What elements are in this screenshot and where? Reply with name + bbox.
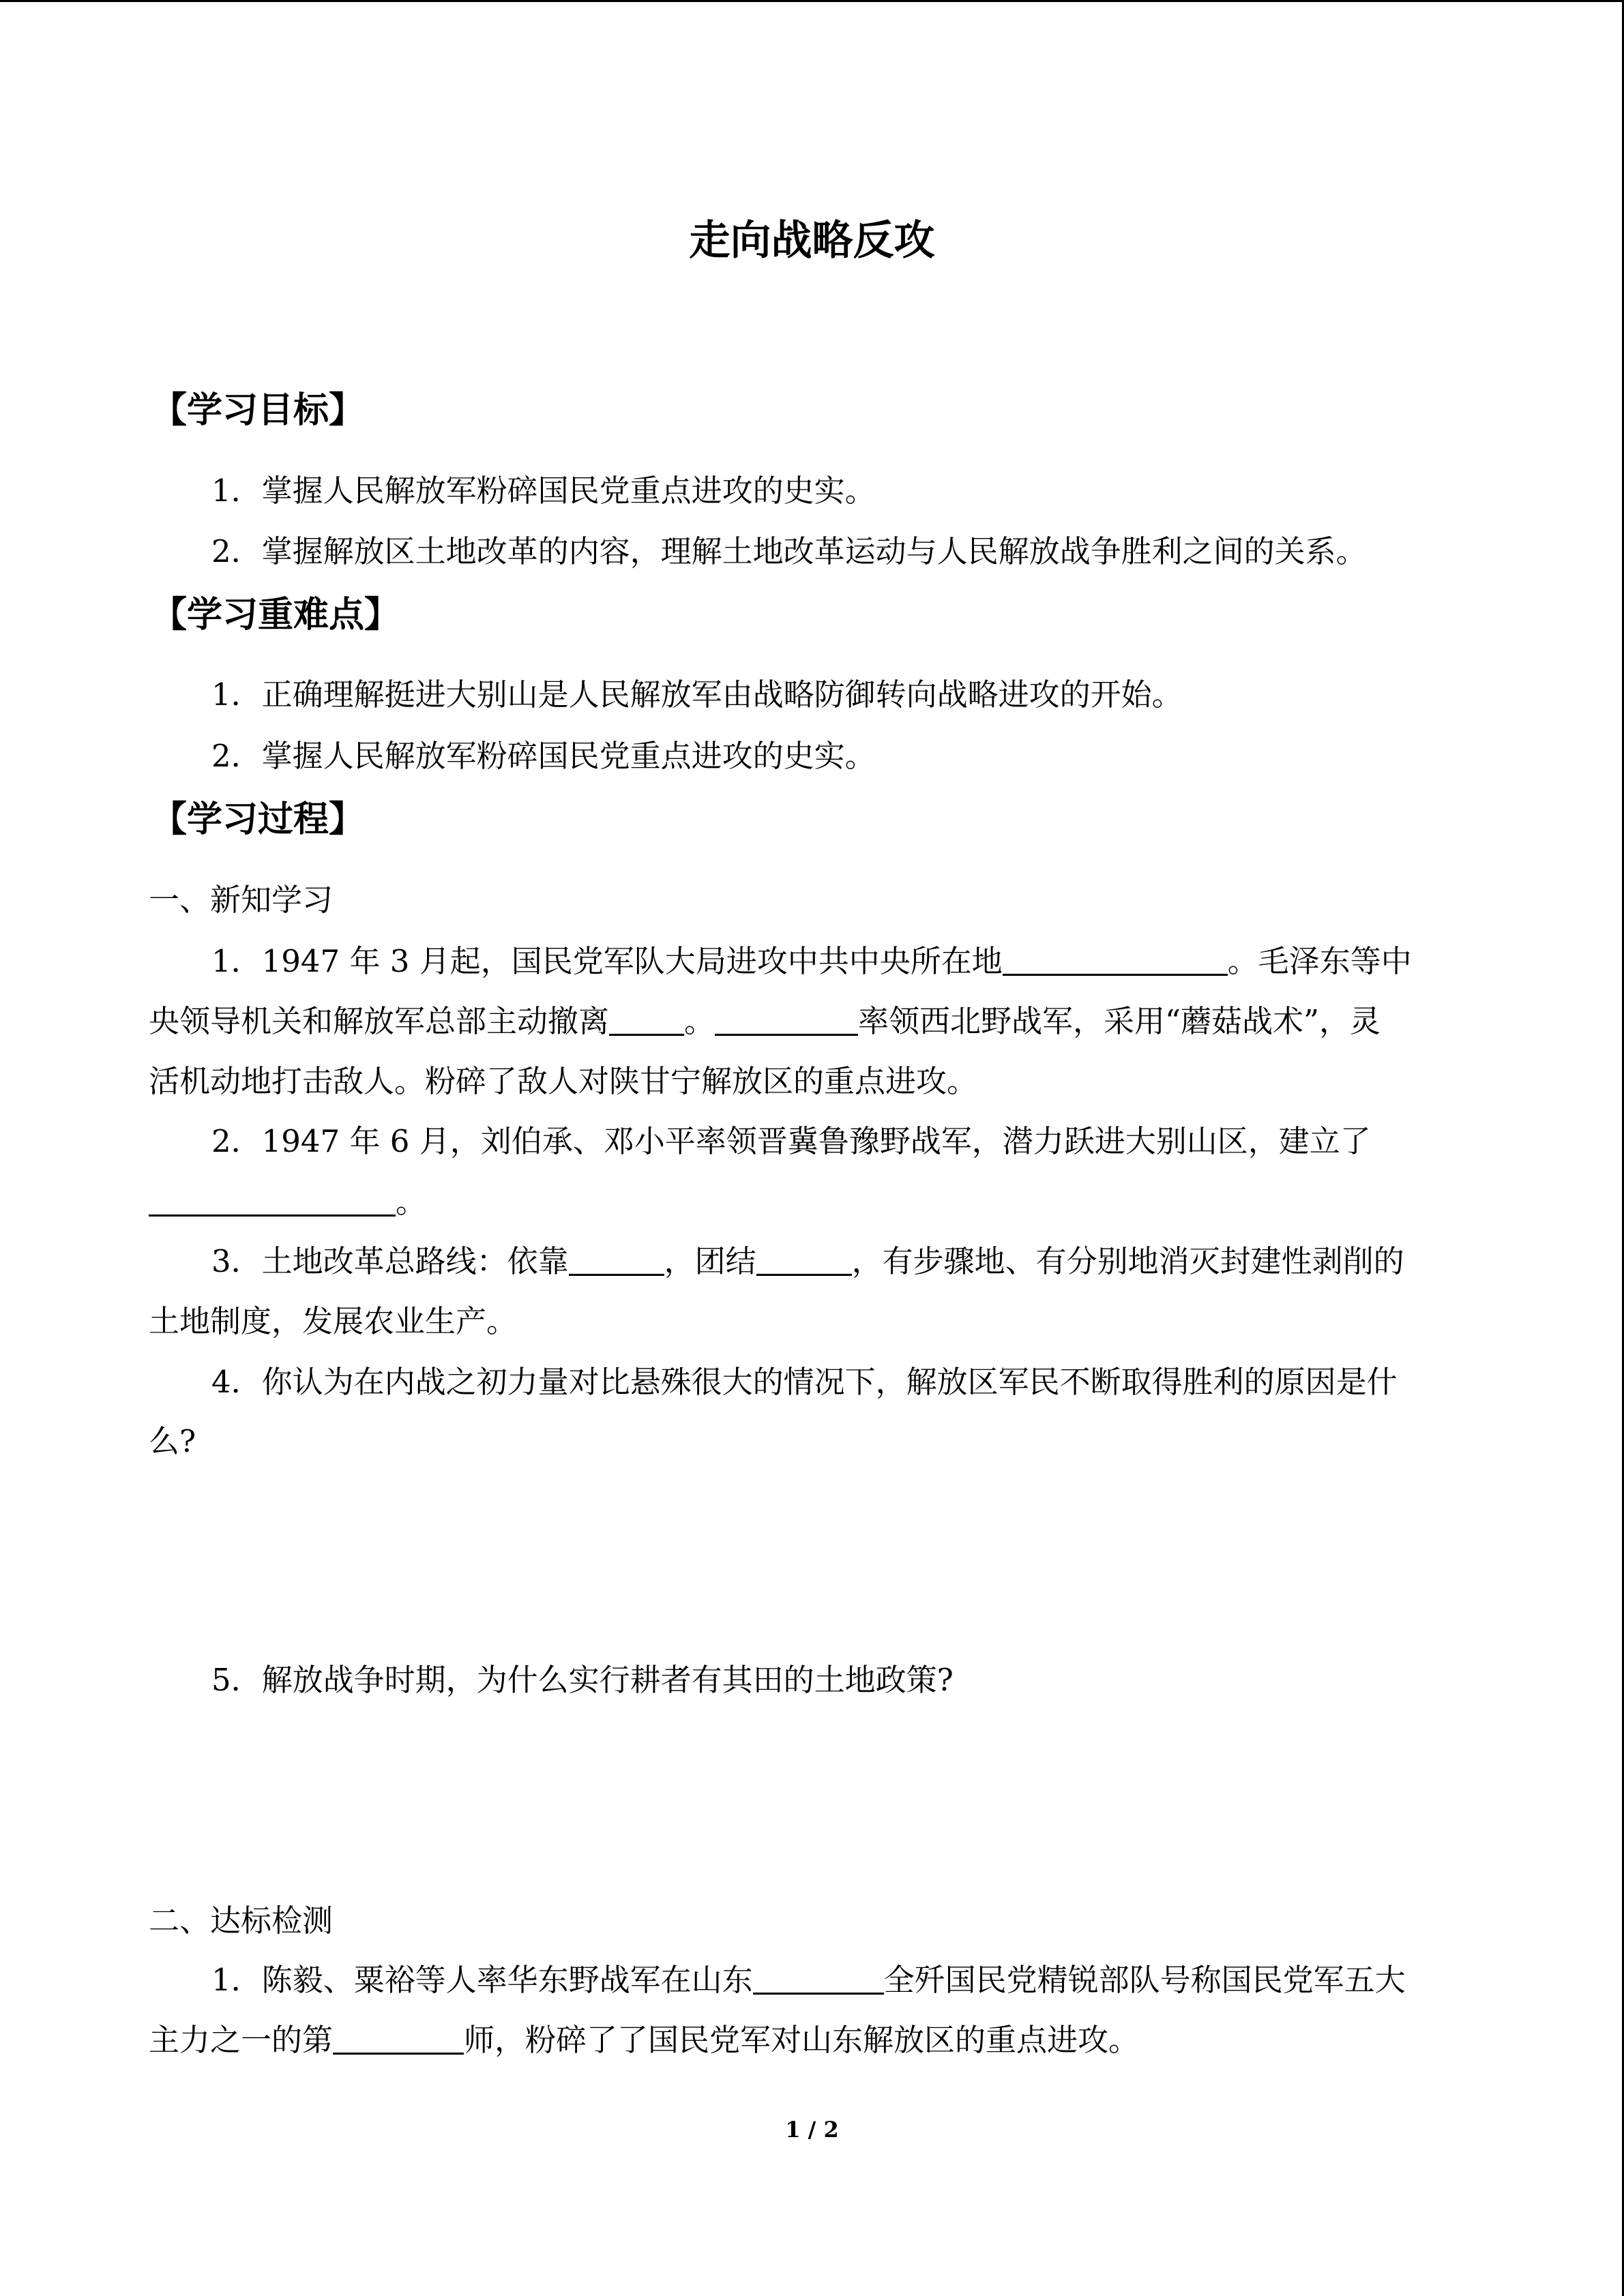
question-5: 5．解放战争时期，为什么实行耕者有其田的土地政策?	[211, 1662, 954, 1698]
question-3-line-2: 土地制度，发展农业生产。	[149, 1303, 518, 1339]
fill-blank[interactable]	[149, 1182, 396, 1217]
part2-heading: 二、达标检测	[149, 1903, 334, 1939]
section-heading-key-points: 【学习重难点】	[151, 594, 400, 636]
part1-heading: 一、新知学习	[149, 882, 334, 918]
objective-item-1: 1．掌握人民解放军粉碎国民党重点进攻的史实。	[211, 473, 876, 509]
fill-blank[interactable]	[753, 1960, 884, 1995]
question-1-line-2: 央领导机关和解放军总部主动撤离 。 率领西北野战军，采用“蘑菇战术”，灵	[149, 1000, 1479, 1043]
fill-blank[interactable]	[1003, 941, 1228, 976]
fill-blank[interactable]	[569, 1241, 664, 1276]
question-2-line-1: 2．1947 年 6 月，刘伯承、邓小平率领晋冀鲁豫野战军，潜力跃进大别山区，建立了	[211, 1123, 1371, 1159]
key-point-item-1: 1．正确理解挺进大别山是人民解放军由战略防御转向战略进攻的开始。	[211, 676, 1183, 713]
check-question-1-line-2: 主力之一的第 师，粉碎了了国民党军对山东解放区的重点进攻。	[149, 2018, 1479, 2062]
fill-blank[interactable]	[333, 2020, 464, 2055]
question-1-line-1: 1．1947 年 3 月起，国民党军队大局进攻中共中央所在地 。毛泽东等中	[211, 940, 1480, 983]
document-title: 走向战略反攻	[689, 217, 935, 265]
check-question-1-line-1: 1．陈毅、粟裕等人率华东野战军在山东 全歼国民党精锐部队号称国民党军五大	[211, 1958, 1480, 2002]
section-heading-process: 【学习过程】	[151, 799, 365, 840]
question-4-line-2: 么?	[149, 1423, 196, 1459]
fill-blank[interactable]	[715, 1001, 858, 1036]
question-1-line-3: 活机动地打击敌人。粉碎了敌人对陕甘宁解放区的重点进攻。	[149, 1063, 978, 1099]
page-number: 1 / 2	[785, 2117, 839, 2143]
objective-item-2: 2．掌握解放区土地改革的内容，理解土地改革运动与人民解放战争胜利之间的关系。	[211, 533, 1367, 569]
page-border-top	[0, 0, 1624, 2]
fill-blank[interactable]	[756, 1241, 852, 1276]
section-heading-objectives: 【学习目标】	[151, 389, 365, 431]
question-4-line-1: 4．你认为在内战之初力量对比悬殊很大的情况下，解放区军民不断取得胜利的原因是什	[211, 1364, 1398, 1400]
key-point-item-2: 2．掌握人民解放军粉碎国民党重点进攻的史实。	[211, 738, 876, 774]
question-2-line-2: 。	[149, 1180, 1479, 1224]
fill-blank[interactable]	[609, 1001, 684, 1036]
question-3-line-1: 3．土地改革总路线：依靠 ，团结 ，有步骤地、有分别地消灭封建性剥削的	[211, 1240, 1480, 1283]
